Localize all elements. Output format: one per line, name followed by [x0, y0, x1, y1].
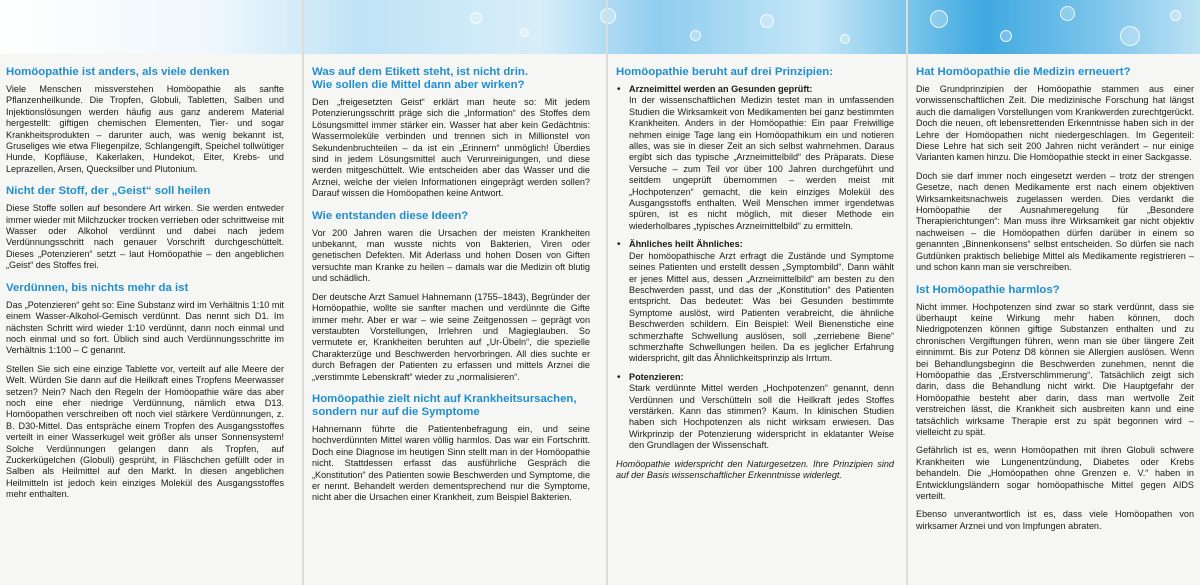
heading-medizin-erneuert: Hat Homöopathie die Medizin erneuert? — [916, 66, 1131, 78]
principle-text: In der wissenschaftlichen Medizin testet man in umfassenden Studien die Wirksamkeit von Medikamenten bei ganz bestimmten Krankheiten. Anders in der Homöopathie: Ein paar Freiwillige nehmen einige Tage lang ein Homöopathikum ein und notieren alles, was sie in dieser Zeit an sich selbst wahrnehmen. Daraus ergibt sich das typische „Arzneimittelbild“ des Präparats. Diese Versuche – zum Teil vor über 100 Jahren durchgeführt und seitdem ungeprüft übernommen – werden meist mit „Hochpotenzen“ gemacht, die kein einziges Molekül des Ausgangsstoffs enthalten. Weil Menschen immer irgendetwas spüren, ist es nicht möglich, mit dieser Methode ein wiederholbares „typisches Arzneimittelbild“ zu ermitteln. — [629, 95, 894, 231]
paragraph: Vor 200 Jahren waren die Ursachen der meisten Krankheiten unbekannt, man wusste nichts von Bakterien, Viren oder genetischen Defekten. Mit Aderlass und hohen Dosen von Giften versuchte man Kranke zu heilen – damals war die Medizin oft blutig und schädlich. — [312, 227, 590, 284]
heading-symptome-line1: Homöopathie zielt nicht auf Krankheitsursachen, — [312, 392, 577, 405]
heading-nicht-der-stoff: Nicht der Stoff, der „Geist“ soll heilen — [6, 185, 211, 198]
paragraph: Hahnemann führte die Patientenbefragung ein, und seine hochverdünnten Mittel waren völlig harmlos. Das war ein Fortschritt. Doch eine Diagnose im heutigen Sinn stellt man in der Homöopathie nicht. Stattdessen erfasst das ausführliche Gespräch die „Konstitution“ des Patienten sowie Beschwerden und Symptome, die er nennt. Behandelt werden dementsprechend nur die Symptome, nicht aber die Ursachen einer Krankheit, zum Beispiel Bakterien. — [312, 423, 590, 503]
heading-etikett-line2: Wie sollen die Mittel dann aber wirken? — [312, 79, 525, 91]
paragraph: Der deutsche Arzt Samuel Hahnemann (1755–1843), Begründer der Homöopathie, wollte sie sanfter machen und verdünnte die Gifte immer mehr. Aber er war – wie seine Zeitgenossen – geprägt von verstaubten Vorstellungen, Irrlehren und Magieglauben. So vermutete er, Krankheiten beruhten auf „Ur-Übeln“, die spezielle Charakterzüge und Beschwerden hervorbringen. All dies suchte er durch Befragen der Patienten zu erfassen und mittels Arznei die „verstimmte Lebenskraft“ wieder zu „normalisieren“. — [312, 291, 590, 382]
bubble-decoration — [930, 10, 948, 28]
fold-line — [606, 0, 608, 585]
heading-etikett-line1: Was auf dem Etikett steht, ist nicht drin. — [312, 66, 529, 78]
principle-title: Ähnliches heilt Ähnliches: — [629, 239, 743, 250]
principle-text: Stark verdünnte Mittel werden „Hochpotenzen“ genannt, denn Verdünnen und Verschütteln soll die Heilkraft jedes Stoffes verstärken. Kann das stimmen? Kaum. In klinischen Studien haben sich Hochpotenzen als nicht wirksam erwiesen. Das Wirkprinzip der Potenzierung widerspricht in eklatanter Weise den Grundlagen der Wissenschaft. — [629, 383, 894, 451]
paragraph: Doch sie darf immer noch eingesetzt werden – trotz der strengen Gesetze, nach denen Medikamente erst nach einem objektiven Wirksamkeitsnachweis zugelassen werden. Dies verdankt die Homöopathie der Ausnahmeregelung für „Besondere Therapierichtungen“: Man muss ihre Wirksamkeit gar nicht objektiv nachweisen – die Homöopathen dürfen darüber in einem so genannten „Binnenkonsens“ selbst entscheiden. So dürfen sie nach Gutdünken praktisch beliebige Mittel als Medikamente registrieren – und schon kann man sie verschreiben. — [916, 170, 1194, 273]
heading-symptome-line2: sondern nur auf die Symptome — [312, 405, 480, 418]
bubble-decoration — [600, 8, 616, 24]
heading-verduennen: Verdünnen, bis nichts mehr da ist — [6, 281, 189, 294]
panel-1 — [6, 66, 284, 508]
paragraph: Stellen Sie sich eine einzige Tablette vor, verteilt auf alle Meere der Welt. Würden Sie dann auf die Heilkraft eines Tropfens Meerwasser setzen? Nein? Nach den Regeln der Homöopathie wäre das aber noch eine eher niedrige Verdünnung, nämlich etwa D13. Homöopathen verschreiben oft noch viel stärkere Verdünnungen, z. B. D30-Mittel. Das entspräche einem Tropfen des Ausgangsstoffes verteilt in einer Wasserkugel weit größer als unser Sonnensystem! Solche Verdünnungen gelangen dann als Tropfen, auf Zuckerkügelchen (Globuli) gesprüht, in Fläschchen gefüllt oder in Salben als Heilmittel auf den Markt. In diesen angeblichen Heilmitteln ist jedoch kein einziges Molekül des Ausgangsstoffes mehr enthalten. — [6, 363, 284, 500]
list-item — [616, 239, 894, 364]
heading-harmlos: Ist Homöopathie harmlos? — [916, 283, 1060, 296]
heading-homoeopathie-anders: Homöopathie ist anders, als viele denken — [6, 66, 230, 78]
fold-line — [302, 0, 304, 585]
panel-2 — [312, 66, 590, 511]
water-bubbles-banner — [0, 0, 1200, 54]
paragraph: Diese Stoffe sollen auf besondere Art wirken. Sie werden entweder immer wieder mit Milchzucker trocken verrieben oder schrittweise mit Wasser oder Alkohol verdünnt und dabei nach jedem Verdünnungsschritt nach genauer Vorschrift durchgeschüttelt. Dieses „Potenzieren“ setzt – laut Homöopathie – den angeblichen „Geist“ des Stoffes frei. — [6, 203, 284, 271]
heading-ideen: Wie entstanden diese Ideen? — [312, 209, 469, 222]
paragraph: Viele Menschen missverstehen Homöopathie als sanfte Pflanzenheilkunde. Die Tropfen, Globuli, Tabletten, Salben und Injektionslösungen werden häufig aus ganz anderem Material hergestellt: giftigen chemischen Elementen, Tier- und sogar Krankheitsprodukten – darunter auch, was wenig bekannt ist, Gruseliges wie etwa Fliegenpilze, Schlangengift, Speichel tollwütiger Hunde, Kopfläuse, Kakerlaken, Hundekot, Eiter, Krebs- und Leprazellen, Arsen, Quecksilber und Plutonium. — [6, 84, 284, 174]
list-item — [616, 372, 894, 452]
heading-drei-prinzipien: Homöopathie beruht auf drei Prinzipien: — [616, 66, 834, 78]
paragraph: Den „freigesetzten Geist“ erklärt man heute so: Mit jedem Potenzierungsschritt präge sich die „Information“ des Stoffes dem Lösungsmittel immer stärker ein. Wasser hat aber kein Gedächtnis: Wassermoleküle verbinden und trennen sich in Millionstel von Sekundenbruchteilen – da ist ein „Erinnern“ unmöglich! Überdies sind in jedem Lösungsmittel auch Verunreinigungen, und diese werden mitgeschüttelt. Wie entscheiden aber das Wasser und die Arznei, welche der vielen Informationen eingeprägt werden sollen? Darauf wissen die Homöopathen keine Antwort. — [312, 97, 590, 199]
principle-title: Potenzieren: — [629, 371, 684, 382]
principle-text: Der homöopathische Arzt erfragt die Zustände und Symptome seines Patienten und erstellt dessen „Symptombild“. Dann wählt er jenes Mittel aus, dessen „Arzneimittelbild“ am besten zu den Beschwerden passt, und das der „Konstitution“ des Patienten entspricht. Das bedeutet: Was bei Gesunden bestimmte Symptome auslöst, wird Patienten verabreicht, die ähnliche Beschwerden schildern. Ein Beispiel: Weil Bienenstiche eine schmerzhafte Schwellung auslösen, soll „zerriebene Biene“ schmerzhafte Schwellungen heilen. Da es jeglicher Erfahrung widerspricht, gilt das Ähnlichkeitsprinzip als Irrtum. — [629, 250, 894, 364]
paragraph: Das „Potenzieren“ geht so: Eine Substanz wird im Verhältnis 1:10 mit einem Wasser-Alkohol-Gemisch verdünnt. Das nennt sich D1. Im nächsten Schritt wird wieder 1:10 verdünnt, dann noch einmal und noch einmal und so fort. Üblich sind auch Verdünnungsschritte im Verhältnis 1:100 – C genannt. — [6, 299, 284, 356]
bullet-icon: • — [617, 239, 621, 251]
bubble-decoration — [1170, 10, 1181, 21]
paragraph: Die Grundprinzipien der Homöopathie stammen aus einer vorwissenschaftlichen Zeit. Die medizinische Forschung hat längst auch die damaligen Vorstellungen vom Krankwerden zurechtgerückt. Doch die neuen, oft lebensrettenden Erkenntnisse haben sich in der Lehre der Homöopathen nicht niedergeschlagen. Im Gegenteil: Diese Lehre hat sich seit 200 Jahren nicht verändert – nur einige Varianten kamen hinzu. Die Homöopathie steckt in einer Sackgasse. — [916, 84, 1194, 163]
panel-4 — [916, 66, 1194, 539]
principle-title: Arzneimittel werden an Gesunden geprüft: — [629, 84, 813, 94]
paragraph: Gefährlich ist es, wenn Homöopathen mit ihren Globuli schwere Krankheiten wie Lungenentzündung, Diabetes oder Krebs behandeln. Die „Homöopathen ohne Grenzen e. V.“ haben in Entwicklungsländern sogar homöopathische Mittel gegen AIDS verteilt. — [916, 445, 1194, 501]
principles-list — [616, 84, 894, 452]
bullet-icon: • — [617, 371, 621, 383]
bubble-decoration — [1120, 26, 1140, 46]
bullet-icon: • — [617, 84, 621, 95]
paragraph: Nicht immer. Hochpotenzen sind zwar so stark verdünnt, dass sie überhaupt keine Wirkung mehr haben können, doch Niedrigpotenzen können giftige Substanzen enthalten und zu chronischen Vergiftungen führen, wenn man sie über längere Zeit einnimmt. Bis zur Potenz D8 können sie Allergien auslösen. Wenn bei Behandlungsbeginn die Beschwerden zunehmen, nennt die Homöopathie das „Erstverschlimmerung“. Tatsächlich zeigt sich darin, dass die Behandlung nicht wirkt. Die Hauptgefahr der Homöopathie besteht aber darin, dass man wertvolle Zeit verstreichen lässt, die Krankheit sich ausbreiten kann und eine tatsächlich wirksame Therapie erst zu spät begonnen wird – vielleicht zu spät. — [916, 301, 1194, 437]
bubble-decoration — [840, 34, 850, 44]
bubble-decoration — [760, 14, 774, 28]
bubble-decoration — [690, 30, 701, 41]
list-item — [616, 84, 894, 232]
bubble-decoration — [470, 12, 482, 24]
bubble-decoration — [520, 28, 529, 37]
closing-statement: Homöopathie widerspricht den Naturgesetzen. Ihre Prinzipien sind auf der Basis wissenschaftlicher Erkenntnisse widerlegt. — [616, 458, 894, 480]
paragraph: Ebenso unverantwortlich ist es, dass viele Homöopathen von wirksamer Arznei und von Impfungen abraten. — [916, 509, 1194, 531]
bubble-decoration — [1000, 30, 1012, 42]
fold-line — [906, 0, 908, 585]
bubble-decoration — [1060, 6, 1075, 21]
panel-3 — [616, 66, 894, 488]
